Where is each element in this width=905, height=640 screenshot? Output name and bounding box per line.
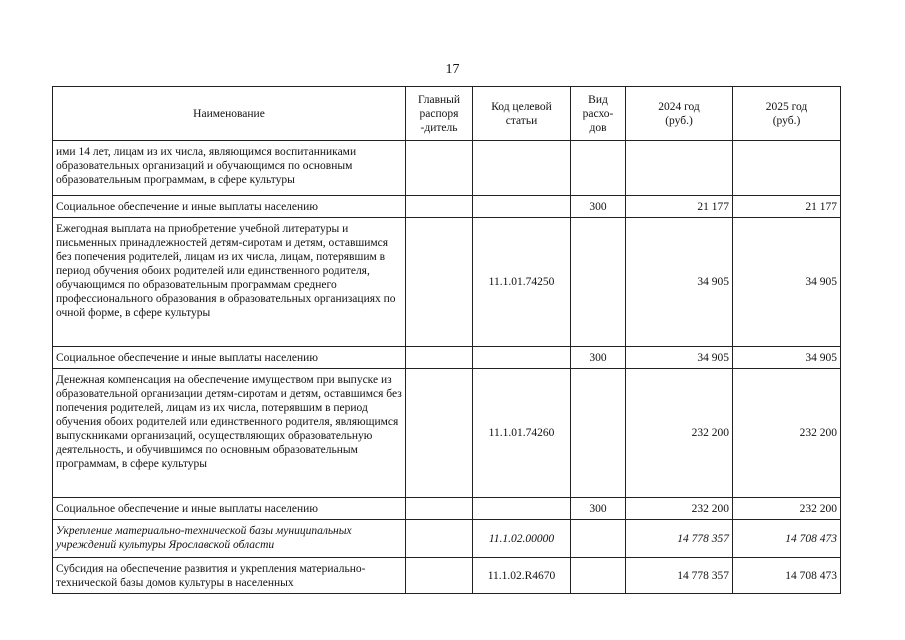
table-row <box>53 347 841 369</box>
row-value-2024: 14 778 357 <box>626 558 733 594</box>
row-value-2025: 14 708 473 <box>733 558 841 594</box>
table-row <box>53 141 841 196</box>
row-value-2025: 34 905 <box>733 347 841 369</box>
table-row <box>53 196 841 218</box>
row-value-2024 <box>626 141 733 196</box>
row-value-2024: 14 778 357 <box>626 520 733 558</box>
page-number: 17 <box>445 62 460 77</box>
header-year-2025 <box>733 87 841 141</box>
row-name: Социальное обеспечение и иные выплаты населению <box>53 196 406 218</box>
row-name: Укрепление материально-технической базы муниципальных учреждений культуры Ярославской области <box>53 520 406 558</box>
header-year-2024 <box>626 87 733 141</box>
row-code: 11.1.02.00000 <box>473 520 571 558</box>
row-code: 11.1.01.74260 <box>473 369 571 498</box>
header-label: Вид расхо- дов <box>582 93 614 134</box>
row-value-2025: 34 905 <box>733 218 841 347</box>
row-value-2024: 34 905 <box>626 347 733 369</box>
row-expense-type <box>571 369 626 498</box>
table-row <box>53 218 841 347</box>
row-expense-type <box>571 520 626 558</box>
row-name: Денежная компенсация на обеспечение имуществом при выпуске из образовательной организации детям-сиротам и детям, оставшимся без попечения родителей, лицам из их числа, потерявшим в период обучения обоих родителей или единственного родителя, являющимся выпускниками организаций, осуществляющих образовательную деятельность, и обучившимся по основным образовательным программам, в сфере культуры <box>53 369 406 498</box>
header-expense-type <box>571 87 626 141</box>
row-admin <box>406 347 473 369</box>
row-admin <box>406 558 473 594</box>
row-expense-type: 300 <box>571 196 626 218</box>
row-value-2025: 232 200 <box>733 369 841 498</box>
table-row <box>53 498 841 520</box>
row-code <box>473 141 571 196</box>
header-name: Наименование <box>53 87 406 141</box>
row-expense-type <box>571 218 626 347</box>
row-name: Социальное обеспечение и иные выплаты населению <box>53 347 406 369</box>
header-label: 2024 год (руб.) <box>658 100 700 127</box>
budget-table <box>52 86 841 594</box>
row-value-2025: 21 177 <box>733 196 841 218</box>
table-row <box>53 520 841 558</box>
row-admin <box>406 141 473 196</box>
row-value-2025 <box>733 141 841 196</box>
row-expense-type <box>571 141 626 196</box>
row-name: ими 14 лет, лицам из их числа, являющимся воспитанниками образовательных организаций и обучающимся по основным образовательным программам, в сфере культуры <box>53 141 406 196</box>
row-expense-type: 300 <box>571 347 626 369</box>
row-admin <box>406 498 473 520</box>
row-expense-type <box>571 558 626 594</box>
header-label: Главный распоря -дитель <box>417 93 461 134</box>
header-row <box>53 87 841 141</box>
row-value-2024: 34 905 <box>626 218 733 347</box>
header-code <box>473 87 571 141</box>
row-value-2024: 232 200 <box>626 498 733 520</box>
header-label: 2025 год (руб.) <box>765 100 808 127</box>
row-admin <box>406 369 473 498</box>
row-name: Ежегодная выплата на приобретение учебной литературы и письменных принадлежностей детям-сиротам и детям, оставшимся без попечения родителей, лицам из их числа, лицам, потерявшим в период обучения обоих родителей или единственного родителя, обучающимся по образовательным программам среднего профессионального образования в образовательных организациях по очной форме, в сфере культуры <box>53 218 406 347</box>
row-code <box>473 347 571 369</box>
row-name: Субсидия на обеспечение развития и укрепления материально-технической базы домов культуры в населенных <box>53 558 406 594</box>
row-code <box>473 498 571 520</box>
table-row <box>53 558 841 594</box>
row-admin <box>406 520 473 558</box>
row-admin <box>406 196 473 218</box>
row-code <box>473 196 571 218</box>
row-expense-type: 300 <box>571 498 626 520</box>
row-code: 11.1.02.R4670 <box>473 558 571 594</box>
header-label: Код целевой статьи <box>491 100 552 127</box>
row-name: Социальное обеспечение и иные выплаты населению <box>53 498 406 520</box>
row-value-2024: 232 200 <box>626 369 733 498</box>
header-admin <box>406 87 473 141</box>
row-value-2025: 232 200 <box>733 498 841 520</box>
row-code: 11.1.01.74250 <box>473 218 571 347</box>
row-value-2025: 14 708 473 <box>733 520 841 558</box>
row-value-2024: 21 177 <box>626 196 733 218</box>
row-admin <box>406 218 473 347</box>
table-row <box>53 369 841 498</box>
